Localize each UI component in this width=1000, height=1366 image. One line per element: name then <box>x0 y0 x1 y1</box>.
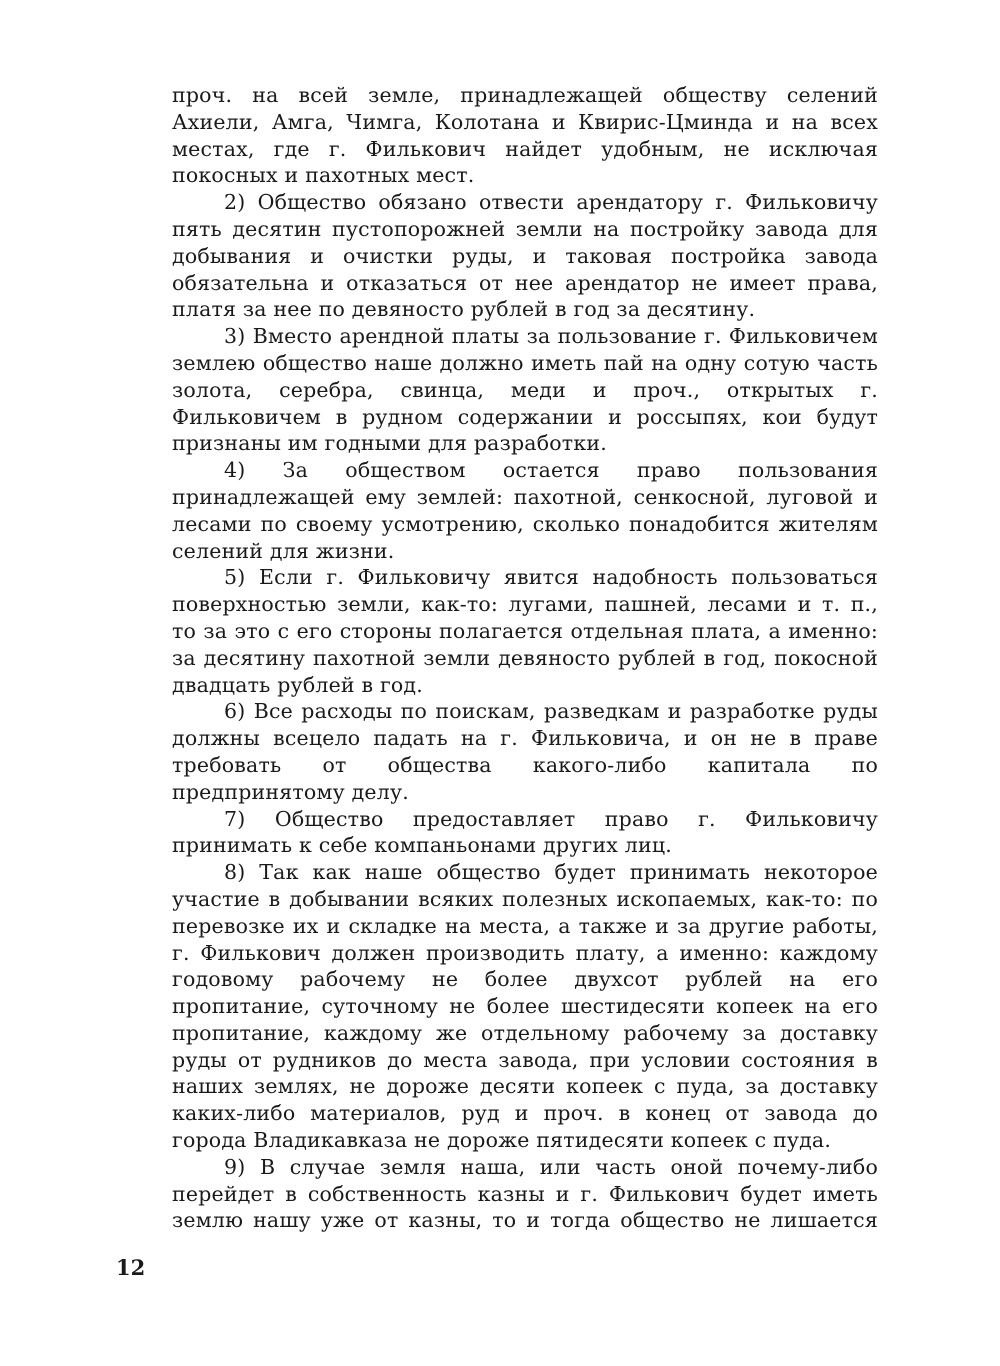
paragraph-clause-8: 8) Так как наше общество будет принимать некоторое участие в добывании всяких полезных ископаемых, как-то: по перевозке их и складке на места, а также и за другие работы, г. Филькович должен производить плату, а именно: каждому годовому рабочему не более двухсот рублей на его пропитание, суточному не более шестидесяти копеек на его пропитание, каждому же отдельному рабочему за доставку руды от рудников до места завода, при условии состояния в наших землях, не дороже десяти копеек с пуда, за доставку каких-либо материалов, руд и проч. в конец от завода до города Владикавказа не дороже пятидесяти копеек с пуда. <box>172 860 878 1153</box>
paragraph-continuation: проч. на всей земле, принадлежащей обществу селений Ахиели, Амга, Чимга, Колотана и Квирис-Цминда и на всех местах, где г. Филькович найдет удобным, не исключая покосных и пахотных мест. <box>172 83 878 188</box>
paragraph-clause-3: 3) Вместо арендной платы за пользование г. Фильковичем землею общество наше должно иметь пай на одну сотую часть золота, серебра, свинца, меди и проч., открытых г. Фильковичем в рудном содержании и россыпях, кои будут признаны им годными для разработки. <box>172 324 878 456</box>
paragraph-clause-5: 5) Если г. Фильковичу явится надобность пользоваться поверхностью земли, как-то: лугами, пашней, лесами и т. п., то за это с его стороны полагается отдельная плата, а именно: за десятину пахотной земли девяносто рублей в год, покосной двадцать рублей в год. <box>172 565 878 697</box>
page-body <box>172 82 878 1234</box>
paragraph-clause-2: 2) Общество обязано отвести арендатору г. Фильковичу пять десятин пустопорожней земли на постройку завода для добывания и очистки руды, и таковая постройка завода обязательна и отказаться от нее арендатор не имеет права, платя за нее по девяносто рублей в год за десятину. <box>172 190 878 322</box>
paragraph-clause-7: 7) Общество предоставляет право г. Фильковичу принимать к себе компаньонами других лиц. <box>172 806 878 858</box>
page-number: 12 <box>116 1255 146 1280</box>
paragraph-clause-4: 4) За обществом остается право пользования принадлежащей ему землей: пахотной, сенкосной, луговой и лесами по своему усмотрению, сколько понадобится жителям селений для жизни. <box>172 458 878 563</box>
paragraph-clause-9: 9) В случае земля наша, или часть оной почему-либо перейдет в собственность казны и г. Филькович будет иметь землю нашу уже от казны, то и тогда общество не лишается <box>172 1154 878 1233</box>
paragraph-clause-6: 6) Все расходы по поискам, разведкам и разработке руды должны всецело падать на г. Фильковича, и он не в праве требовать от общества какого-либо капитала по предпринятому делу. <box>172 699 878 804</box>
